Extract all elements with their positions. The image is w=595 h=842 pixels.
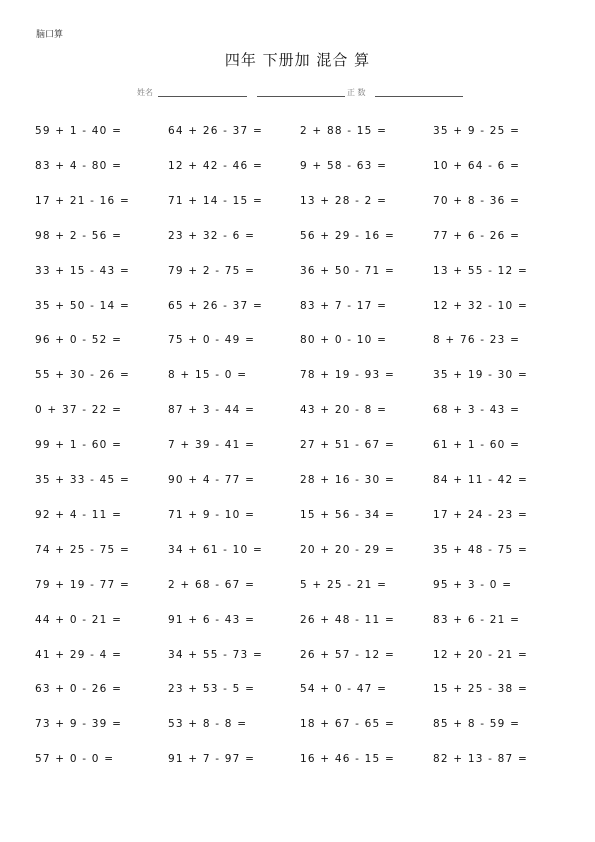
problem-item: 34 + 55 - 73 = <box>168 648 263 661</box>
problem-item: 35 + 9 - 25 = <box>433 125 521 137</box>
problem-item: 23 + 53 - 5 = <box>168 683 256 696</box>
problem-item: 41 + 29 - 4 = <box>35 648 123 661</box>
problem-item: 33 + 15 - 43 = <box>35 264 130 277</box>
problem-item: 68 + 3 - 43 = <box>433 404 521 417</box>
problem-item: 74 + 25 - 75 = <box>35 543 130 556</box>
problem-item: 57 + 0 - 0 = <box>35 753 115 766</box>
problem-item: 98 + 2 - 56 = <box>35 229 123 242</box>
problem-item: 75 + 0 - 49 = <box>168 334 256 347</box>
blank-line <box>257 96 345 97</box>
problem-item: 92 + 4 - 11 = <box>35 508 123 521</box>
problem-item: 80 + 0 - 10 = <box>300 334 388 347</box>
problem-item: 5 + 25 - 21 = <box>300 578 388 591</box>
problem-item: 83 + 4 - 80 = <box>35 159 123 172</box>
problem-item: 70 + 8 - 36 = <box>433 194 521 207</box>
problem-item: 95 + 3 - 0 = <box>433 578 513 591</box>
problem-item: 8 + 15 - 0 = <box>168 369 248 382</box>
problem-item: 71 + 14 - 15 = <box>168 194 263 207</box>
problem-item: 36 + 50 - 71 = <box>300 264 395 277</box>
problem-item: 83 + 6 - 21 = <box>433 613 521 626</box>
problem-item: 83 + 7 - 17 = <box>300 299 388 312</box>
problem-item: 54 + 0 - 47 = <box>300 683 388 696</box>
problem-item: 27 + 51 - 67 = <box>300 439 395 452</box>
problem-item: 23 + 32 - 6 = <box>168 229 256 242</box>
problem-item: 56 + 29 - 16 = <box>300 229 395 242</box>
problem-item: 65 + 26 - 37 = <box>168 299 263 312</box>
problem-item: 73 + 9 - 39 = <box>35 718 123 731</box>
problem-item: 44 + 0 - 21 = <box>35 613 123 626</box>
problem-item: 91 + 6 - 43 = <box>168 613 256 626</box>
problem-item: 84 + 11 - 42 = <box>433 474 528 486</box>
problem-item: 17 + 24 - 23 = <box>433 508 528 521</box>
problem-item: 78 + 19 - 93 = <box>300 369 395 382</box>
problem-item: 87 + 3 - 44 = <box>168 404 256 417</box>
problem-item: 79 + 19 - 77 = <box>35 578 130 591</box>
score-line <box>375 96 463 97</box>
problem-item: 15 + 25 - 38 = <box>433 683 528 696</box>
problem-item: 0 + 37 - 22 = <box>35 404 123 417</box>
corner-label: 脑口算 <box>36 30 64 40</box>
problem-item: 7 + 39 - 41 = <box>168 439 256 452</box>
name-line <box>158 96 247 97</box>
problem-item: 16 + 46 - 15 = <box>300 753 395 766</box>
problem-item: 61 + 1 - 60 = <box>433 439 521 452</box>
problem-item: 79 + 2 - 75 = <box>168 264 256 277</box>
problem-item: 35 + 48 - 75 = <box>433 543 528 556</box>
problem-item: 34 + 61 - 10 = <box>168 543 263 556</box>
problem-item: 10 + 64 - 6 = <box>433 159 521 172</box>
page-title: 四年 下册加 混合 算 <box>224 51 371 69</box>
problem-item: 35 + 19 - 30 = <box>433 369 528 382</box>
problem-item: 2 + 88 - 15 = <box>300 125 388 137</box>
problem-item: 12 + 32 - 10 = <box>433 299 528 312</box>
problem-item: 85 + 8 - 59 = <box>433 718 521 731</box>
problem-item: 77 + 6 - 26 = <box>433 229 521 242</box>
problem-item: 53 + 8 - 8 = <box>168 718 248 731</box>
problem-item: 59 + 1 - 40 = <box>35 125 123 137</box>
problem-item: 20 + 20 - 29 = <box>300 543 395 556</box>
problem-item: 12 + 42 - 46 = <box>168 159 263 172</box>
problem-item: 17 + 21 - 16 = <box>35 194 130 207</box>
problem-item: 18 + 67 - 65 = <box>300 718 395 731</box>
problem-item: 35 + 50 - 14 = <box>35 299 130 312</box>
problem-item: 71 + 9 - 10 = <box>168 508 256 521</box>
problem-item: 12 + 20 - 21 = <box>433 648 528 661</box>
problem-item: 35 + 33 - 45 = <box>35 474 130 486</box>
problem-item: 15 + 56 - 34 = <box>300 508 395 521</box>
name-label: 姓名 <box>137 88 153 97</box>
problem-item: 99 + 1 - 60 = <box>35 439 123 452</box>
problem-item: 13 + 55 - 12 = <box>433 264 528 277</box>
problem-item: 26 + 48 - 11 = <box>300 613 395 626</box>
problem-item: 90 + 4 - 77 = <box>168 474 256 486</box>
problem-item: 2 + 68 - 67 = <box>168 578 256 591</box>
problem-item: 13 + 28 - 2 = <box>300 194 388 207</box>
problem-item: 9 + 58 - 63 = <box>300 159 388 172</box>
problem-item: 96 + 0 - 52 = <box>35 334 123 347</box>
score-label: 正 数 <box>347 88 366 97</box>
problem-item: 55 + 30 - 26 = <box>35 369 130 382</box>
problem-item: 63 + 0 - 26 = <box>35 683 123 696</box>
problem-item: 82 + 13 - 87 = <box>433 753 528 766</box>
problem-item: 28 + 16 - 30 = <box>300 474 395 486</box>
problem-item: 91 + 7 - 97 = <box>168 753 256 766</box>
problem-item: 64 + 26 - 37 = <box>168 125 263 137</box>
problem-item: 26 + 57 - 12 = <box>300 648 395 661</box>
problem-item: 8 + 76 - 23 = <box>433 334 521 347</box>
problem-item: 43 + 20 - 8 = <box>300 404 388 417</box>
